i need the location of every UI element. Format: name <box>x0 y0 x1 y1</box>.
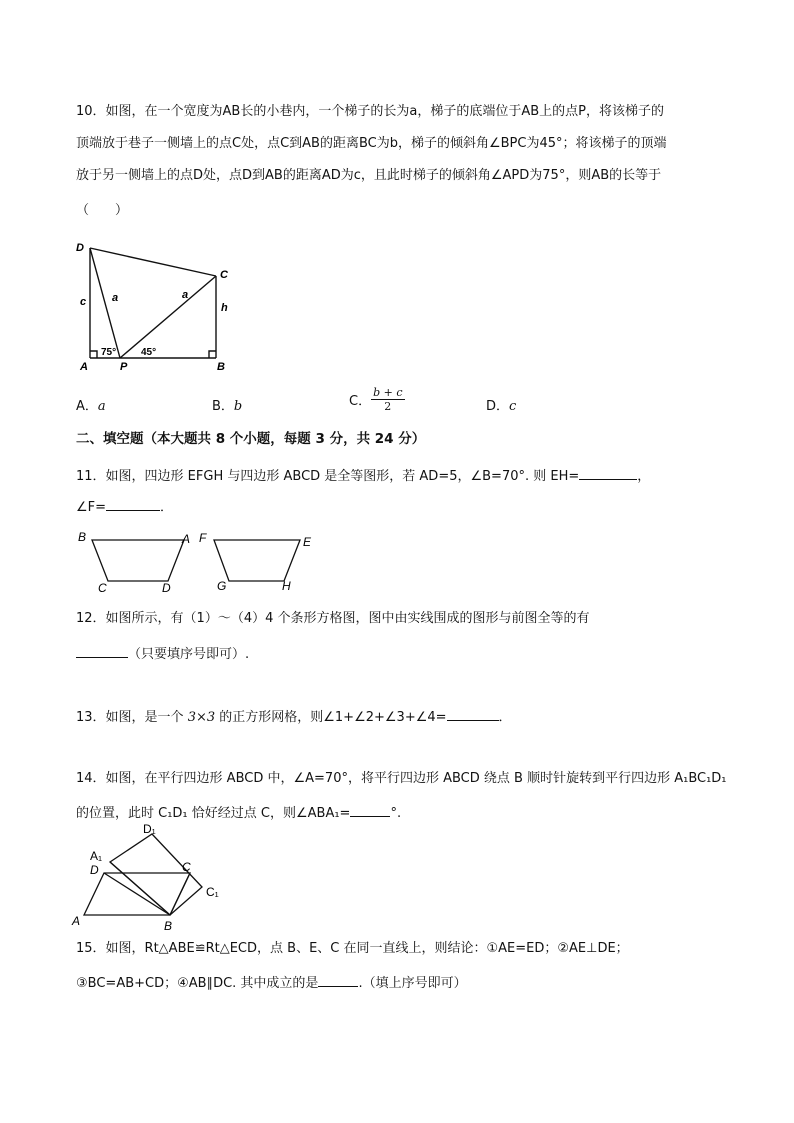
section-2-title: 二、填空题（本大题共 8 个小题，每题 3 分，共 24 分） <box>76 431 426 447</box>
q11-text1: 11．如图，四边形 EFGH 与四边形 ABCD 是全等图形，若 AD=5，∠B=70°. 则 EH= <box>76 469 580 484</box>
q11-text2: ∠F= <box>76 500 107 515</box>
q10-label-h: h <box>221 302 228 314</box>
q11-label-H: H <box>282 579 291 593</box>
q15-text2: ③BC=AB+CD；④AB∥DC. 其中成立的是 <box>76 976 319 991</box>
q14-label-C: C <box>182 860 191 874</box>
q11-label-E: E <box>303 535 312 549</box>
q11-line2 <box>76 496 173 517</box>
q10-angle-45: 45° <box>141 347 157 358</box>
q14-label-A: A <box>72 914 81 928</box>
q13-text-pre: 13．如图，是一个 <box>76 710 188 725</box>
q10-angle-75: 75° <box>101 347 117 358</box>
q10-line2: 顶端放于巷子一侧墙上的点C处，点C到AB的距离BC为b，梯子的倾斜角∠BPC为45°；将该梯子的顶端 <box>76 136 667 151</box>
q10-label-a-right: a <box>182 289 189 301</box>
q11-label-G: G <box>217 579 227 593</box>
q10-label-C: C <box>220 269 228 281</box>
q11-text2-end: ． <box>160 500 174 515</box>
q13-line <box>76 706 512 727</box>
q10-option-D-label: D． <box>486 399 510 414</box>
q13-answer-blank[interactable] <box>447 706 499 721</box>
q10-option-A[interactable] <box>76 395 106 414</box>
q10-option-C[interactable] <box>349 386 405 413</box>
q15-line1: 15．如图，Rt△ABE≌Rt△ECD，点 B、E、C 在同一直线上，则结论：①AE=ED；②AE⊥DE； <box>76 941 629 956</box>
q15-text2-end: .（填上序号即可） <box>358 976 467 991</box>
q10-option-C-fraction <box>371 386 404 413</box>
q14-line1: 14．如图，在平行四边形 ABCD 中，∠A=70°，将平行四边形 ABCD 绕点 B 顺时针旋转到平行四边形 A₁BC₁D₁ <box>76 771 727 786</box>
q11-quadrilaterals-figure <box>74 528 324 596</box>
q13-grid-size: 3×3 <box>187 710 216 725</box>
q13-text-end: ． <box>498 710 512 725</box>
q11-answer-blank-EH[interactable] <box>579 465 637 480</box>
q14-line2 <box>76 802 401 823</box>
q14-text2-end: °. <box>390 806 402 821</box>
q11-line1 <box>76 465 650 486</box>
q11-label-D: D <box>162 581 171 595</box>
q14-label-D1: D₁ <box>143 822 156 836</box>
q10-option-B[interactable] <box>212 395 242 414</box>
q10-line1: 10．如图，在一个宽度为AB长的小巷内，一个梯子的长为a，梯子的底端位于AB上的点P，将该梯子的 <box>76 104 664 119</box>
q10-option-C-numerator: b + c <box>373 386 403 399</box>
q10-option-C-label: C． <box>349 394 372 409</box>
q10-label-P: P <box>120 361 128 373</box>
q14-label-D: D <box>90 863 99 877</box>
q10-ladder-figure <box>70 238 240 373</box>
q10-line4: （ ） <box>76 203 129 218</box>
q10-label-c: c <box>80 296 87 308</box>
q14-label-B: B <box>164 919 173 933</box>
q10-label-B: B <box>217 361 225 373</box>
q14-label-A1: A₁ <box>90 849 103 863</box>
q12-answer-blank[interactable] <box>76 643 128 658</box>
q10-line3: 放于另一侧墙上的点D处，点D到AB的距离AD为c，且此时梯子的倾斜角∠APD为75°，则AB的长等于 <box>76 168 662 183</box>
q10-option-B-label: B． <box>212 399 234 414</box>
q14-label-C1: C₁ <box>206 885 219 899</box>
q14-text2: 的位置，此时 C₁D₁ 恰好经过点 C，则∠ABA₁= <box>76 806 351 821</box>
q11-answer-blank-F[interactable] <box>106 496 160 511</box>
q11-label-A: A <box>182 532 191 546</box>
q11-label-C: C <box>98 581 107 595</box>
q15-line2 <box>76 972 467 993</box>
q12-text2: （只要填序号即可）. <box>128 647 250 662</box>
q10-label-A: A <box>80 361 88 373</box>
q11-text1-end: ， <box>637 469 651 484</box>
q11-label-F: F <box>199 531 207 545</box>
q12-line2 <box>76 643 249 664</box>
q15-answer-blank[interactable] <box>318 972 358 987</box>
q10-option-C-denominator: 2 <box>384 400 392 413</box>
q10-label-a-left: a <box>112 292 119 304</box>
q12-line1: 12．如图所示，有（1）～（4）4 个条形方格图，图中由实线围成的图形与前图全等的有 <box>76 611 590 626</box>
q11-label-B: B <box>78 530 87 544</box>
q10-option-A-label: A． <box>76 399 98 414</box>
q14-answer-blank[interactable] <box>350 802 390 817</box>
q10-option-D-value: c <box>509 399 517 414</box>
q14-parallelogram-figure <box>70 822 230 937</box>
q10-option-A-value: a <box>97 399 106 414</box>
q10-label-D: D <box>76 242 84 254</box>
q10-option-B-value: b <box>233 399 243 414</box>
q10-option-D[interactable] <box>486 395 516 414</box>
q13-text-post: 的正方形网格，则∠1+∠2+∠3+∠4= <box>215 710 447 725</box>
